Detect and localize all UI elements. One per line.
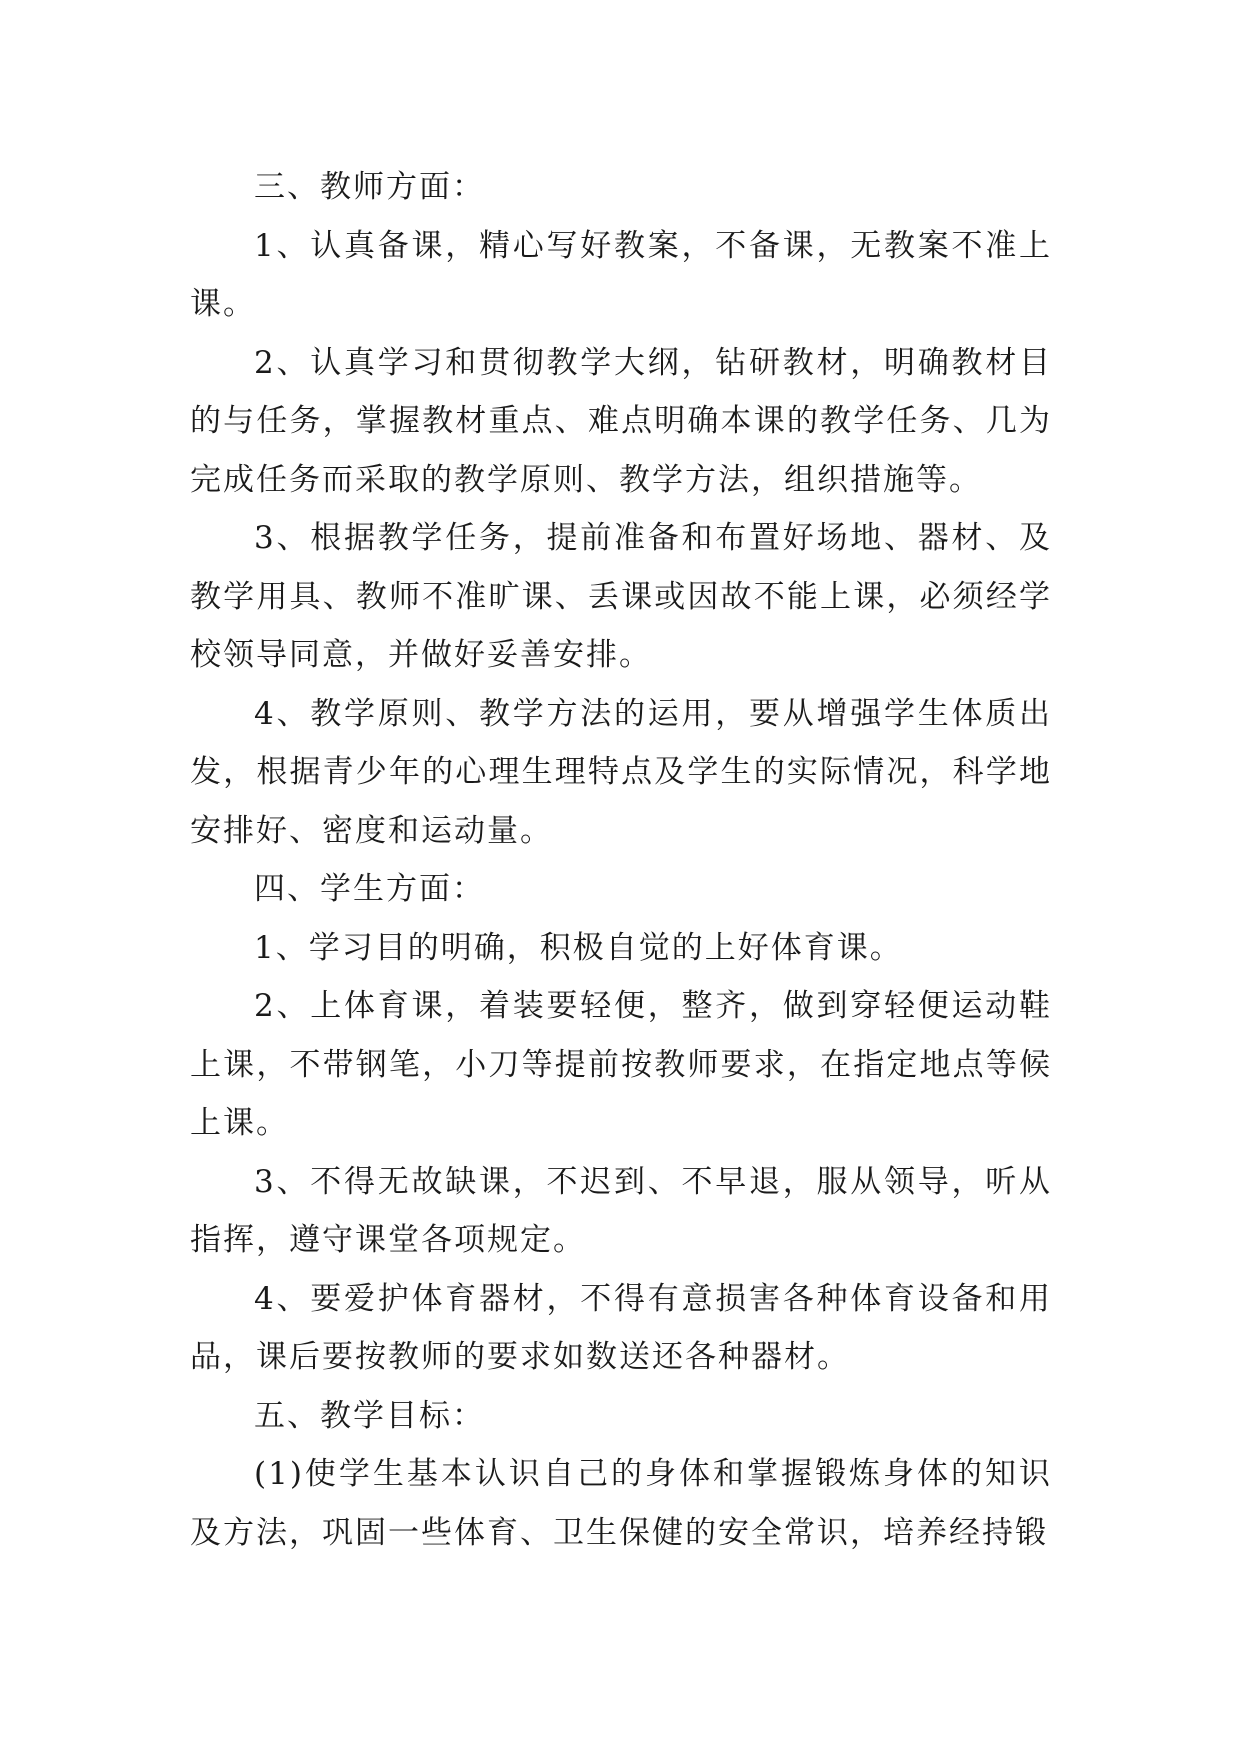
section-heading-teachers: 三、教师方面： (254, 169, 485, 205)
paragraph: 1、认真备课，精心写好教案，不备课，无教案不准上课。 (190, 227, 1052, 322)
section-heading-students: 四、学生方面： (254, 871, 485, 907)
paragraph: (1)使学生基本认识自己的身体和掌握锻炼身体的知识及方法，巩固一些体育、卫生保健的安全常识，培养经持锻 (190, 1456, 1052, 1551)
paragraph: 2、上体育课，着装要轻便，整齐，做到穿轻便运动鞋上课，不带钢笔，小刀等提前按教师要求，在指定地点等候上课。 (190, 988, 1052, 1141)
document-body (190, 158, 1052, 1562)
paragraph: 2、认真学习和贯彻教学大纲，钻研教材，明确教材目的与任务，掌握教材重点、难点明确本课的教学任务、几为完成任务而采取的教学原则、教学方法，组织措施等。 (190, 344, 1052, 498)
paragraph: 4、教学原则、教学方法的运用，要从增强学生体质出发，根据青少年的心理生理特点及学生的实际情况，科学地安排好、密度和运动量。 (190, 695, 1052, 849)
paragraph: 4、要爱护体育器材，不得有意损害各种体育设备和用品，课后要按教师的要求如数送还各种器材。 (190, 1280, 1052, 1375)
paragraph: 3、根据教学任务，提前准备和布置好场地、器材、及教学用具、教师不准旷课、丢课或因故不能上课，必须经学校领导同意，并做好妥善安排。 (190, 520, 1052, 673)
section-heading-goals: 五、教学目标： (254, 1397, 485, 1434)
paragraph: 1、学习目的明确，积极自觉的上好体育课。 (254, 929, 903, 966)
paragraph: 3、不得无故缺课，不迟到、不早退，服从领导，听从指挥，遵守课堂各项规定。 (190, 1163, 1052, 1258)
